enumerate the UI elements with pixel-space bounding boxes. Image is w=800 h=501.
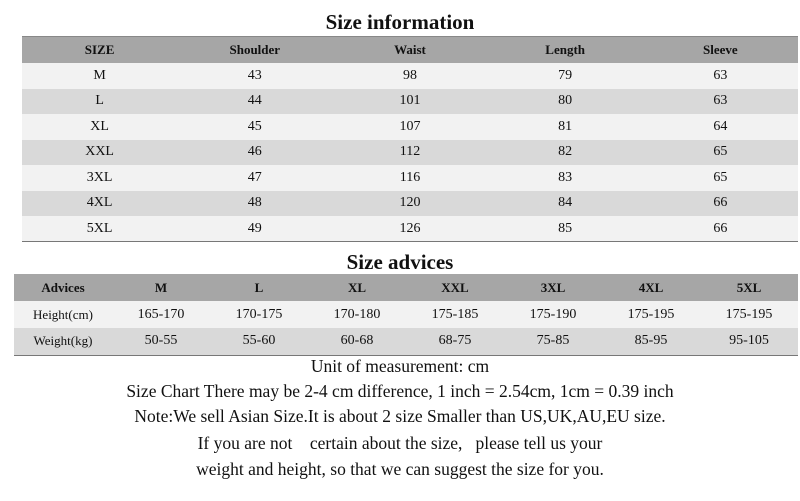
column-header: XL [308,274,406,301]
unit-note: Unit of measurement: cm [310,356,490,376]
table-cell: 66 [643,216,798,242]
column-header: Advices [14,274,112,301]
table-cell: 68-75 [406,328,504,355]
table-header-row [22,37,798,64]
table-cell: 43 [177,63,332,89]
table-cell: 47 [177,165,332,191]
table-cell: 63 [643,63,798,89]
table-cell: 75-85 [504,328,602,355]
row-label: Weight(kg) [14,328,112,355]
column-header: Waist [332,37,487,64]
table-cell: M [22,63,177,89]
table-cell: 64 [643,114,798,140]
table-cell: 170-175 [210,301,308,328]
table-row [14,301,798,328]
table-cell: 116 [332,165,487,191]
table-cell: 82 [488,140,643,166]
table-cell: 175-195 [602,301,700,328]
uncertain-size-note: If you are not certain about the size, please tell us your [197,433,603,453]
table-cell: L [22,89,177,115]
table-cell: 126 [332,216,487,242]
column-header: 5XL [700,274,798,301]
table-row [22,89,798,115]
table-row [22,140,798,166]
table-cell: 84 [488,191,643,217]
table-cell: 170-180 [308,301,406,328]
column-header: XXL [406,274,504,301]
column-header: 3XL [504,274,602,301]
table-cell: 98 [332,63,487,89]
table-cell: 120 [332,191,487,217]
column-header: Length [488,37,643,64]
table-cell: 95-105 [700,328,798,355]
table-cell: 46 [177,140,332,166]
table-cell: 66 [643,191,798,217]
table-cell: 101 [332,89,487,115]
table-row [22,191,798,217]
table-cell: 175-190 [504,301,602,328]
table-cell: 175-195 [700,301,798,328]
table-cell: 85-95 [602,328,700,355]
table-cell: 175-185 [406,301,504,328]
column-header: M [112,274,210,301]
table-cell: 63 [643,89,798,115]
table-cell: 4XL [22,191,177,217]
table-cell: 45 [177,114,332,140]
table-row [14,328,798,355]
table-cell: 60-68 [308,328,406,355]
table-cell: 112 [332,140,487,166]
table-cell: 3XL [22,165,177,191]
table-cell: 55-60 [210,328,308,355]
column-header: 4XL [602,274,700,301]
table-row [22,63,798,89]
table-row [22,165,798,191]
column-header: Sleeve [643,37,798,64]
column-header: SIZE [22,37,177,64]
table-cell: 83 [488,165,643,191]
table-cell: XXL [22,140,177,166]
table-cell: 80 [488,89,643,115]
table-cell: 81 [488,114,643,140]
table-cell: 65 [643,140,798,166]
suggest-size-note: weight and height, so that we can suggest the size for you. [196,459,604,479]
table-header-row [14,274,798,301]
table-cell: XL [22,114,177,140]
table-cell: 165-170 [112,301,210,328]
table-cell: 50-55 [112,328,210,355]
table-row [22,114,798,140]
table-row [22,216,798,242]
table-cell: 5XL [22,216,177,242]
table-cell: 107 [332,114,487,140]
column-header: Shoulder [177,37,332,64]
asian-size-note: Note:We sell Asian Size.It is about 2 size Smaller than US,UK,AU,EU size. [134,406,666,426]
table-cell: 79 [488,63,643,89]
table-cell: 85 [488,216,643,242]
table-cell: 49 [177,216,332,242]
size-advices-title: Size advices [346,250,454,274]
table-cell: 44 [177,89,332,115]
column-header: L [210,274,308,301]
table-cell: 65 [643,165,798,191]
row-label: Height(cm) [14,301,112,328]
difference-note: Size Chart There may be 2-4 cm difference, 1 inch = 2.54cm, 1cm = 0.39 inch [126,381,674,401]
size-information-table [22,36,798,242]
size-advices-table [14,274,798,356]
size-information-title: Size information [325,10,475,34]
table-cell: 48 [177,191,332,217]
